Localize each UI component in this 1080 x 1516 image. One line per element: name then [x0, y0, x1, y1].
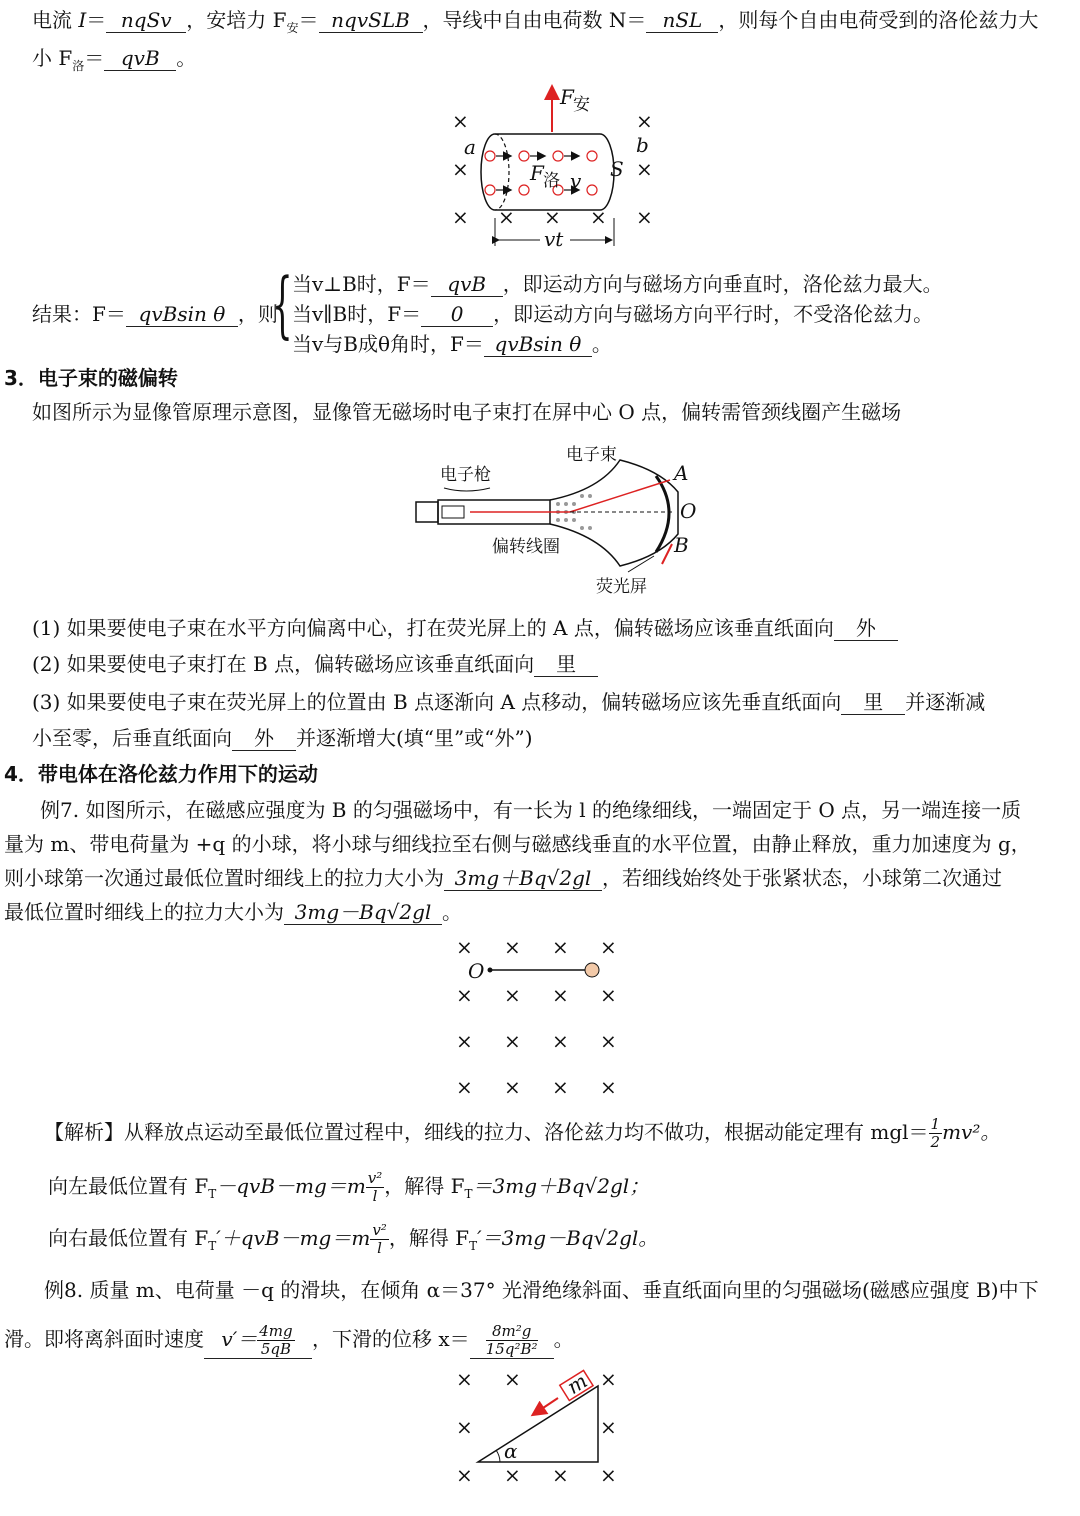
- para1-line1: 电流 I＝ nqSv ，安培力 $F_安=$ nqvSLB ，导线中自由电荷数 N＝ nSL ，则每个自由电荷受到的洛伦兹力大: [32, 8, 1039, 35]
- label-b-point: B: [674, 533, 689, 557]
- case-brace: {: [272, 262, 293, 346]
- pivot-label: O: [468, 959, 485, 983]
- svg-text:×: ×: [456, 935, 473, 959]
- section4-title: 4．带电体在洛伦兹力作用下的运动: [4, 762, 318, 786]
- example7-line2: 量为 m、带电荷量为 +q 的小球，将小球与细线拉至右侧与磁感线垂直的水平位置，由静止释放，重力加速度为 g，: [4, 832, 1031, 856]
- svg-text:×: ×: [504, 1075, 521, 1099]
- answer-q3a: 里: [841, 690, 905, 715]
- question-2: (2) 如果要使电子束打在 B 点，偏转磁场应该垂直纸面向 里: [32, 650, 598, 678]
- svg-text:×: ×: [456, 1415, 473, 1439]
- svg-text:×: ×: [552, 1075, 569, 1099]
- svg-text:×: ×: [544, 205, 561, 229]
- answer-lorentz: qvB: [104, 46, 176, 71]
- svg-text:×: ×: [552, 935, 569, 959]
- svg-text:×: ×: [600, 1029, 617, 1053]
- label-deflection-coil: 偏转线圈: [492, 537, 560, 557]
- slide-direction-arrow: [534, 1398, 558, 1414]
- svg-text:×: ×: [636, 157, 653, 181]
- label-b: b: [636, 133, 649, 157]
- mass-label: m: [562, 1368, 592, 1400]
- svg-text:×: ×: [636, 109, 653, 133]
- pendulum-figure: [450, 932, 630, 1102]
- answer-count: nSL: [646, 8, 718, 33]
- svg-text:×: ×: [504, 983, 521, 1007]
- answer-current: nqSv: [106, 8, 186, 33]
- svg-text:×: ×: [552, 1463, 569, 1487]
- svg-text:×: ×: [636, 205, 653, 229]
- example7-line4: 最低位置时细线上的拉力大小为 3mg－Bq√2gl 。: [4, 900, 462, 924]
- svg-text:×: ×: [504, 1367, 521, 1391]
- fraction-half: $\frac{1}{2}$: [930, 1115, 941, 1151]
- solution-line3: 向右最低位置有 $F_T'+qvB-mg=m$ $\frac{\text{v²}}{l}$ ，解得 $F_T'=3mg-Bq√2gl$。: [48, 1221, 659, 1257]
- case-perpendicular: 当v⊥B时，F＝ qvB ，即运动方向与磁场方向垂直时，洛伦兹力最大。: [292, 272, 943, 296]
- label-s: S: [610, 157, 624, 181]
- label-o-point: O: [680, 499, 697, 523]
- svg-text:×: ×: [600, 1463, 617, 1487]
- question-3-line2: 小至零，后垂直纸面向 外 并逐渐增大(填“里”或“外”): [32, 726, 533, 750]
- svg-text:×: ×: [600, 1367, 617, 1391]
- svg-text:×: ×: [452, 157, 469, 181]
- label-a-point: A: [674, 461, 689, 485]
- answer-ex7a: 3mg＋Bq√2gl: [444, 866, 602, 891]
- question-3-line1: (3) 如果要使电子束在荧光屏上的位置由 B 点逐渐向 A 点移动，偏转磁场应该先垂直纸面向 里 并逐渐减: [32, 690, 986, 714]
- answer-ex7b: 3mg－Bq√2gl: [284, 900, 442, 925]
- answer-q3b: 外: [232, 726, 296, 751]
- result-lead: 结果：F＝ qvBsin θ ，则: [32, 302, 278, 326]
- case-angle: 当v与B成θ角时，F＝ qvBsin θ 。: [292, 332, 612, 356]
- svg-text:×: ×: [600, 1415, 617, 1439]
- angle-label: α: [504, 1439, 518, 1463]
- question-1: (1) 如果要使电子束在水平方向偏离中心，打在荧光屏上的 A 点，偏转磁场应该垂直纸面向 外: [32, 614, 898, 642]
- ampere-force-label: F: [560, 85, 574, 109]
- label-electron-gun: 电子枪: [440, 465, 491, 485]
- screen-curve: [656, 476, 669, 552]
- answer-ex8-displacement: $\frac{\text{8m²g}}{\text{15q²B²}}$: [470, 1322, 554, 1359]
- svg-text:×: ×: [456, 1075, 473, 1099]
- example7-line3: 则小球第一次通过最低位置时细线上的拉力大小为 3mg＋Bq√2gl ，若细线始终处于张紧状态，小球第二次通过: [4, 866, 1002, 890]
- svg-text:×: ×: [504, 1463, 521, 1487]
- label-screen: 荧光屏: [596, 577, 647, 597]
- svg-text:×: ×: [600, 935, 617, 959]
- section3-title: 3．电子束的磁偏转: [4, 366, 178, 390]
- answer-q1: 外: [834, 616, 898, 641]
- section3-intro: 如图所示为显像管原理示意图，显像管无磁场时电子束打在屏中心 O 点，偏转需管颈线圈产生磁场: [32, 400, 902, 424]
- label-a: a: [464, 135, 476, 159]
- answer-ex8-velocity: v′＝ $\frac{4mg}{5qB}$: [204, 1322, 312, 1359]
- example7-line1: 例7. 如图所示，在磁感应强度为 B 的匀强磁场中，有一长为 l 的绝缘细线，一端固定于 O 点，另一端连接一质: [40, 798, 1022, 822]
- vt-label: vt: [544, 227, 564, 251]
- para1-line2: 小 $F_洛=$ qvB 。: [32, 46, 197, 73]
- svg-text:×: ×: [456, 983, 473, 1007]
- solution-line1: 【解析】从释放点运动至最低位置过程中，细线的拉力、洛伦兹力均不做功，根据动能定理有 mgl＝ $\frac{1}{2}$ mv²。: [44, 1115, 1001, 1151]
- example8-line1: 例8. 质量 m、电荷量 －q 的滑块，在倾角 α＝37° 光滑绝缘斜面、垂直纸面向里的匀强磁场(磁感应强度 B)中下: [44, 1278, 1039, 1302]
- beam-deflected: [570, 480, 670, 512]
- conductor-figure: [440, 84, 670, 254]
- lorentz-label: F: [530, 161, 544, 185]
- svg-text:×: ×: [600, 983, 617, 1007]
- velocity-label: v: [570, 169, 582, 193]
- svg-text:安: 安: [573, 95, 590, 115]
- svg-text:×: ×: [498, 205, 515, 229]
- answer-q2: 里: [534, 652, 598, 677]
- svg-text:×: ×: [452, 109, 469, 133]
- example8-line2: 滑。即将离斜面时速度 v′＝ $\frac{4mg}{5qB}$ ，下滑的位移 x＝ $\frac{\text{8m²g}}{\text{15q²B²}}$ 。: [4, 1322, 574, 1358]
- label-electron-beam: 电子束: [566, 445, 617, 465]
- ball: [585, 963, 599, 977]
- svg-text:×: ×: [456, 1029, 473, 1053]
- svg-text:×: ×: [452, 205, 469, 229]
- answer-ampere: nqvSLB: [319, 8, 423, 33]
- svg-text:×: ×: [600, 1075, 617, 1099]
- svg-text:×: ×: [456, 1367, 473, 1391]
- case-parallel: 当v∥B时，F＝ 0 ，即运动方向与磁场方向平行时，不受洛伦兹力。: [292, 302, 934, 326]
- svg-text:×: ×: [552, 1029, 569, 1053]
- svg-text:×: ×: [552, 983, 569, 1007]
- svg-text:×: ×: [504, 1029, 521, 1053]
- solution-line2: 向左最低位置有 $F_T-qvB-mg=m$ $\frac{\text{v²}}{l}$ ，解得 $F_T=3mg+Bq√2gl$；: [48, 1169, 650, 1205]
- crt-figure: [410, 440, 710, 598]
- svg-text:×: ×: [504, 935, 521, 959]
- svg-text:×: ×: [590, 205, 607, 229]
- svg-text:×: ×: [456, 1463, 473, 1487]
- incline-figure: [450, 1364, 630, 1494]
- svg-text:洛: 洛: [543, 171, 560, 191]
- answer-result: qvBsin θ: [126, 302, 238, 327]
